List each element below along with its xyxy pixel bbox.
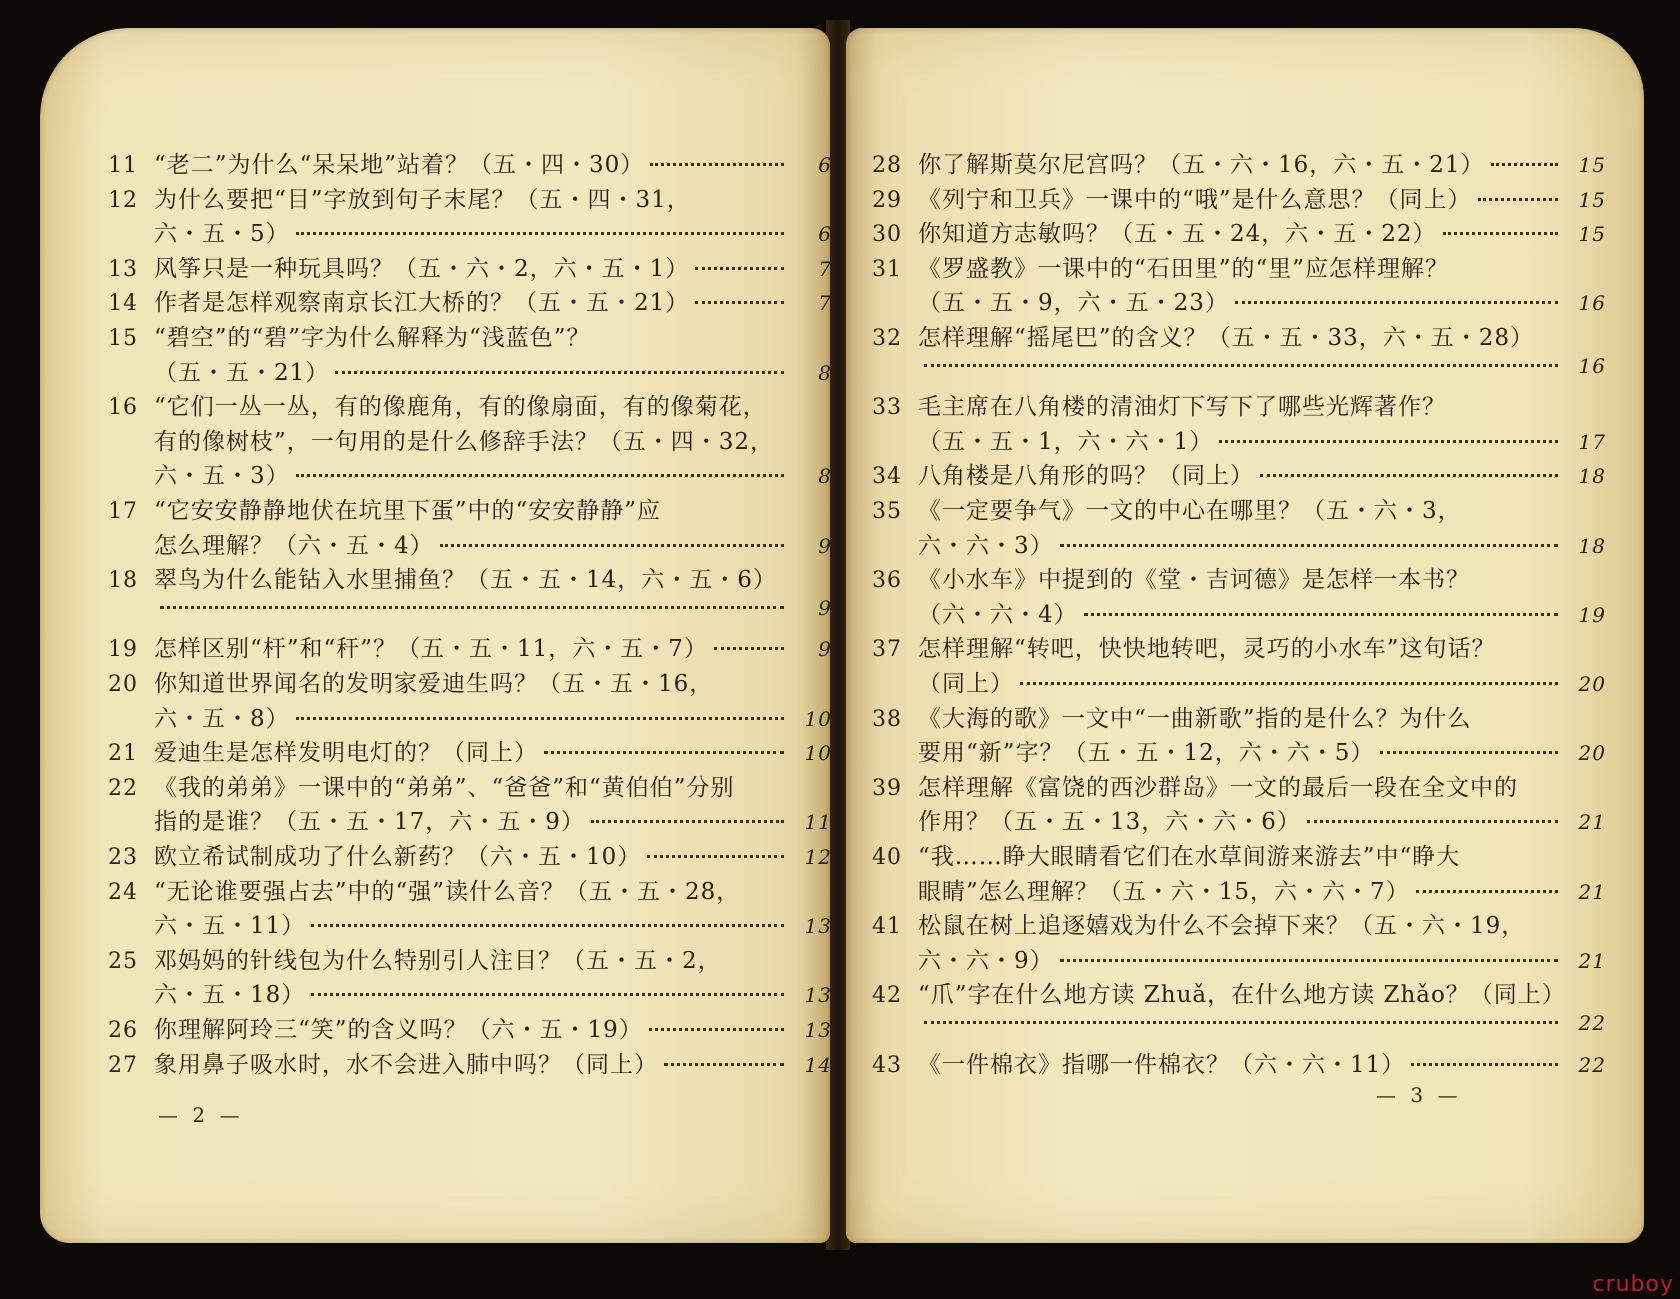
dot-leader xyxy=(1060,544,1558,547)
toc-entry-line xyxy=(82,146,832,179)
toc-entry-number: 41 xyxy=(872,914,902,940)
toc-entry-number: 33 xyxy=(872,395,902,421)
toc-entry-line xyxy=(82,596,832,620)
toc-entry-title: 有的像树枝”，一句用的是什么修辞手法？（五・四・32， xyxy=(154,428,775,455)
toc-entry-line xyxy=(82,1011,832,1044)
toc-entry-title: 六・六・3） xyxy=(918,532,1054,559)
toc-page-number: 9 xyxy=(818,533,832,558)
dot-leader xyxy=(311,924,784,927)
toc-entry-title: 《大海的歌》一文中“一曲新歌”指的是什么？为什么 xyxy=(918,705,1472,732)
toc-entry-number: 38 xyxy=(872,706,902,732)
toc-entry-line xyxy=(846,146,1606,179)
toc-entry-title: （五・五・21） xyxy=(154,359,330,386)
toc-entry-number: 43 xyxy=(872,1052,902,1078)
toc-entry-number: 29 xyxy=(872,187,902,213)
toc-entry-number: 31 xyxy=(872,256,902,282)
toc-entry-number: 23 xyxy=(108,845,138,870)
toc-page-number: 19 xyxy=(1578,602,1606,627)
dot-leader xyxy=(650,163,784,166)
toc-entry-line xyxy=(82,1046,832,1079)
toc-entry-continuation xyxy=(82,769,832,802)
toc-entry-continuation xyxy=(846,769,1606,802)
toc-entry-title: （五・五・9，六・五・23） xyxy=(918,290,1229,317)
toc-entry-continuation xyxy=(82,561,832,594)
toc-entry-title: 六・五・3） xyxy=(154,463,290,490)
toc-entry-title: 《一定要争气》一文的中心在哪里？（五・六・3， xyxy=(918,498,1462,524)
toc-entry-continuation xyxy=(846,700,1606,733)
dot-leader xyxy=(1020,682,1558,685)
toc-entry-title: 你知道方志敏吗？（五・五・24，六・五・22） xyxy=(918,221,1437,248)
toc-entry-continuation xyxy=(82,423,832,456)
toc-page-number: 8 xyxy=(818,464,832,489)
toc-entry-title: “碧空”的“碧”字为什么解释为“浅蓝色”？ xyxy=(154,325,591,351)
toc-entry-title: 六・五・8） xyxy=(154,705,290,732)
toc-entry-number: 12 xyxy=(108,187,138,213)
toc-entry-title: 你了解斯莫尔尼宫吗？（五・六・16，六・五・21） xyxy=(918,152,1485,178)
toc-entry-line xyxy=(846,354,1606,378)
toc-entry-number: 17 xyxy=(108,499,138,524)
toc-entry-line xyxy=(846,215,1606,248)
dot-leader xyxy=(924,1021,1558,1024)
toc-entry-title: （五・五・1，六・六・1） xyxy=(918,428,1214,455)
toc-page-number: 10 xyxy=(804,706,832,731)
toc-page-number: 17 xyxy=(1578,429,1606,454)
dot-leader xyxy=(1235,301,1558,304)
dot-leader xyxy=(924,364,1558,367)
dot-leader xyxy=(1416,890,1558,893)
toc-entry-continuation xyxy=(82,492,832,525)
toc-entry-line xyxy=(82,250,832,283)
toc-entry-line xyxy=(846,284,1606,317)
toc-entry-continuation xyxy=(846,388,1606,421)
dot-leader xyxy=(311,993,784,996)
toc-page-number: 6 xyxy=(818,153,832,177)
toc-page-number: 20 xyxy=(1578,672,1606,696)
toc-page-number: 12 xyxy=(804,845,832,869)
toc-entry-continuation xyxy=(82,181,832,214)
toc-entry-continuation xyxy=(82,665,832,698)
toc-entry-title: 六・五・11） xyxy=(154,913,306,940)
toc-entry-title: 作用？（五・五・13，六・六・6） xyxy=(918,809,1301,836)
toc-entry-number: 24 xyxy=(108,879,138,905)
toc-entry-number: 35 xyxy=(872,499,902,524)
right-page xyxy=(846,28,1644,1243)
toc-entry-title: “无论谁要强占去”中的“强”读什么音？（五・五・28， xyxy=(154,878,741,905)
toc-entry-number: 28 xyxy=(872,153,902,178)
toc-entry-title: （六・六・4） xyxy=(918,601,1078,628)
toc-entry-number: 21 xyxy=(108,741,138,767)
watermark: cruboy xyxy=(1592,1272,1674,1297)
toc-entry-number: 34 xyxy=(872,464,902,490)
toc-page-number: 21 xyxy=(1578,879,1606,904)
toc-entry-line xyxy=(846,1011,1606,1035)
toc-entry-title: 作者是怎样观察南京长江大桥的？（五・五・21） xyxy=(154,290,690,317)
toc-entry-title: 六・五・18） xyxy=(154,982,306,1009)
toc-page-number: 16 xyxy=(1578,291,1606,316)
toc-entry-number: 18 xyxy=(108,568,138,594)
toc-entry-line xyxy=(82,527,832,560)
toc-entry-number: 25 xyxy=(108,948,138,974)
toc-entry-continuation xyxy=(846,250,1606,283)
toc-entry-line xyxy=(82,907,832,940)
toc-entry-line xyxy=(846,596,1606,629)
toc-entry-continuation xyxy=(846,561,1606,594)
toc-entry-line xyxy=(82,354,832,387)
toc-page-number: 18 xyxy=(1578,533,1606,558)
toc-entry-title: “它安安静静地伏在坑里下蛋”中的“安安静静”应 xyxy=(154,498,662,524)
toc-entry-title: “爪”字在什么地方读 Zhuǎ，在什么地方读 Zhǎo？（同上） xyxy=(918,982,1566,1009)
toc-entry-line xyxy=(82,215,832,248)
toc-entry-title: 你理解阿玲三“笑”的含义吗？（六・五・19） xyxy=(154,1017,643,1043)
toc-page-number: 15 xyxy=(1578,222,1606,247)
toc-entry-line xyxy=(82,838,832,871)
dot-leader xyxy=(1491,163,1558,166)
toc-entry-title: 翠鸟为什么能钻入水里捕鱼？（五・五・14，六・五・6） xyxy=(154,567,777,594)
toc-entry-line xyxy=(846,1046,1606,1079)
dot-leader xyxy=(664,1063,784,1066)
toc-entry-line xyxy=(846,181,1606,214)
toc-entry-title: 《一件棉衣》指哪一件棉衣？（六・六・11） xyxy=(918,1051,1406,1078)
toc-entry-title: 松鼠在树上追逐嬉戏为什么不会掉下来？（五・六・19， xyxy=(918,913,1526,940)
toc-entry-title: 象用鼻子吸水时，水不会进入肺中吗？（同上） xyxy=(154,1051,658,1078)
toc-page-number: 7 xyxy=(818,291,832,316)
toc-entry-line xyxy=(82,734,832,767)
toc-entry-title: 为什么要把“目”字放到句子末尾？（五・四・31， xyxy=(154,186,691,213)
toc-page-number: 13 xyxy=(804,914,832,939)
toc-page-number: 15 xyxy=(1578,153,1606,177)
toc-entry-title: 怎样理解《富饶的西沙群岛》一文的最后一段在全文中的 xyxy=(918,774,1518,801)
page-number-right: — 3 — xyxy=(1376,1083,1462,1107)
toc-entry-number: 14 xyxy=(108,291,138,317)
dot-leader xyxy=(1411,1063,1558,1066)
toc-entry-title: 指的是谁？（五・五・17，六・五・9） xyxy=(154,809,585,836)
toc-entry-title: 怎样理解“摇尾巴”的含义？（五・五・33，六・五・28） xyxy=(918,325,1535,351)
toc-entry-line xyxy=(82,457,832,490)
toc-entry-continuation xyxy=(846,319,1606,352)
toc-entry-number: 19 xyxy=(108,637,138,663)
toc-entry-number: 20 xyxy=(108,672,138,697)
toc-entry-title: 你知道世界闻名的发明家爱迪生吗？（五・五・16， xyxy=(154,671,714,697)
dot-leader xyxy=(1060,959,1558,962)
toc-entry-title: 八角楼是八角形的吗？（同上） xyxy=(918,463,1254,490)
toc-entry-title: “老二”为什么“呆呆地”站着？（五・四・30） xyxy=(154,152,645,178)
toc-page-number: 11 xyxy=(804,810,832,835)
toc-entry-number: 15 xyxy=(108,326,138,351)
dot-leader xyxy=(591,820,784,823)
toc-entry-continuation xyxy=(846,630,1606,663)
dot-leader xyxy=(1443,232,1558,235)
toc-entry-title: 怎么理解？（六・五・4） xyxy=(154,532,434,559)
dot-leader xyxy=(647,855,784,858)
toc-entry-line xyxy=(846,942,1606,975)
toc-page-number: 20 xyxy=(1578,741,1606,766)
toc-entry-title: 眼睛”怎么理解？（五・六・15，六・六・7） xyxy=(918,878,1410,905)
toc-page-number: 7 xyxy=(818,256,832,281)
toc-entry-number: 42 xyxy=(872,983,902,1009)
toc-entry-number: 36 xyxy=(872,568,902,594)
toc-entry-title: 怎样理解“转吧，快快地转吧，灵巧的小水车”这句话？ xyxy=(918,636,1496,663)
dot-leader xyxy=(649,1028,784,1031)
toc-page-number: 13 xyxy=(804,983,832,1008)
toc-entry-number: 11 xyxy=(108,153,138,178)
toc-entry-line xyxy=(846,665,1606,698)
toc-page-number: 16 xyxy=(1578,353,1606,378)
dot-leader xyxy=(296,474,784,477)
toc-page-number: 15 xyxy=(1578,187,1606,212)
dot-leader xyxy=(1260,474,1558,477)
toc-entry-title: “它们一丛一丛，有的像鹿角，有的像扇面，有的像菊花， xyxy=(154,394,767,421)
toc-entry-number: 27 xyxy=(108,1052,138,1078)
toc-entry-continuation xyxy=(82,319,832,352)
toc-entry-line xyxy=(846,457,1606,490)
toc-entry-number: 40 xyxy=(872,845,902,870)
dot-leader xyxy=(1219,440,1558,443)
toc-entry-number: 30 xyxy=(872,222,902,248)
toc-page-number: 8 xyxy=(818,360,832,385)
toc-entry-title: 《罗盛教》一课中的“石田里”的“里”应怎样理解？ xyxy=(918,255,1450,282)
dot-leader xyxy=(335,371,784,374)
dot-leader xyxy=(1380,751,1558,754)
toc-entry-title: 怎样区别“杆”和“秆”？（五・五・11，六・五・7） xyxy=(154,636,708,663)
toc-entry-number: 26 xyxy=(108,1018,138,1043)
toc-entry-line xyxy=(82,700,832,733)
toc-page-number: 14 xyxy=(804,1052,832,1077)
toc-entry-line xyxy=(846,803,1606,836)
toc-entry-title: 六・六・9） xyxy=(918,947,1054,974)
left-page xyxy=(40,28,830,1243)
toc-page-number: 9 xyxy=(818,595,832,620)
toc-entry-line xyxy=(846,527,1606,560)
dot-leader xyxy=(714,647,784,650)
dot-leader xyxy=(695,267,784,270)
dot-leader xyxy=(160,606,784,609)
toc-entry-line xyxy=(82,284,832,317)
page-number-left: — 2 — xyxy=(158,1103,244,1127)
toc-entry-number: 32 xyxy=(872,326,902,351)
toc-entry-number: 37 xyxy=(872,637,902,663)
toc-entry-number: 13 xyxy=(108,256,138,282)
toc-entry-title: 欧立希试制成功了什么新药？（六・五・10） xyxy=(154,844,642,870)
toc-entry-number: 22 xyxy=(108,775,138,801)
toc-entry-continuation xyxy=(82,873,832,906)
toc-entry-continuation xyxy=(82,388,832,421)
toc-entry-number: 16 xyxy=(108,395,138,421)
toc-page-number: 22 xyxy=(1578,1011,1606,1035)
dot-leader xyxy=(695,301,784,304)
dot-leader xyxy=(296,717,784,720)
toc-entry-continuation xyxy=(846,907,1606,940)
toc-page-number: 13 xyxy=(804,1018,832,1042)
toc-page-number: 10 xyxy=(804,741,832,766)
dot-leader xyxy=(296,232,784,235)
toc-entry-line xyxy=(846,873,1606,906)
dot-leader xyxy=(544,751,784,754)
toc-entry-number: 39 xyxy=(872,775,902,801)
toc-page-number: 18 xyxy=(1578,464,1606,489)
toc-entry-continuation xyxy=(82,942,832,975)
toc-entry-title: 《小水车》中提到的《堂・吉诃德》是怎样一本书？ xyxy=(918,567,1470,594)
toc-entry-title: （同上） xyxy=(918,671,1014,697)
toc-entry-title: 爱迪生是怎样发明电灯的？（同上） xyxy=(154,740,538,767)
toc-page-number: 6 xyxy=(818,222,832,247)
toc-entry-continuation xyxy=(846,976,1606,1009)
toc-page-number: 9 xyxy=(818,637,832,662)
toc-entry-title: 《列宁和卫兵》一课中的“哦”是什么意思？（同上） xyxy=(918,186,1472,213)
toc-entry-continuation xyxy=(846,838,1606,871)
toc-entry-title: “我……睁大眼睛看它们在水草间游来游去”中“睁大 xyxy=(918,844,1461,870)
toc-entry-title: 六・五・5） xyxy=(154,221,290,248)
toc-entry-line xyxy=(846,734,1606,767)
toc-entry-title: 邓妈妈的针线包为什么特别引人注目？（五・五・2， xyxy=(154,947,722,974)
dot-leader xyxy=(1307,820,1558,823)
dot-leader xyxy=(1084,613,1558,616)
toc-entry-line xyxy=(846,423,1606,456)
toc-entry-title: 要用“新”字？（五・五・12，六・六・5） xyxy=(918,740,1375,767)
toc-entry-title: 毛主席在八角楼的清油灯下写下了哪些光辉著作？ xyxy=(918,394,1446,421)
toc-entry-title: 《我的弟弟》一课中的“弟弟”、“爸爸”和“黄伯伯”分别 xyxy=(154,774,735,801)
toc-entry-title: 风筝只是一种玩具吗？（五・六・2，六・五・1） xyxy=(154,255,690,282)
toc-page-number: 21 xyxy=(1578,810,1606,835)
dot-leader xyxy=(1478,198,1558,201)
toc-entry-line xyxy=(82,976,832,1009)
dot-leader xyxy=(440,544,784,547)
toc-page-number: 21 xyxy=(1578,948,1606,973)
toc-entry-continuation xyxy=(846,492,1606,525)
toc-page-number: 22 xyxy=(1578,1052,1606,1077)
toc-entry-line xyxy=(82,630,832,663)
toc-entry-line xyxy=(82,803,832,836)
